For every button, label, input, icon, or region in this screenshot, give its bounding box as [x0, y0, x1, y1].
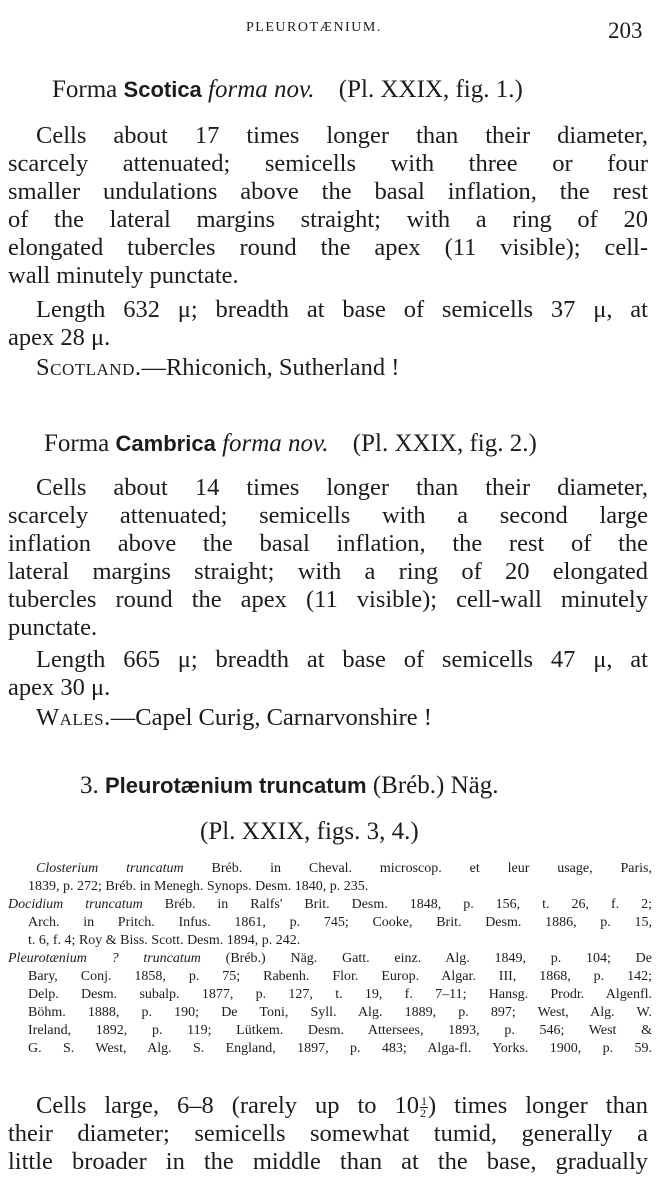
synonym-line: G. S. West, Alg. S. England, 1897, p. 483; Alga-fl. Yorks. 1900, p. 59. [28, 1041, 652, 1056]
synonym-line: Ireland, 1892, p. 119; Lütkem. Desm. Attersees, 1893, p. 546; West & [28, 1023, 652, 1038]
measurement-line: apex 30 μ. [8, 674, 111, 701]
measurement-line: Length 665 μ; breadth at base of semicells 47 μ, at [36, 646, 648, 673]
forma-cambrica-description [8, 474, 648, 642]
text-line: wall minutely punctate. [8, 262, 239, 289]
synonym-line: Arch. in Pritch. Infus. 1861, p. 745; Cooke, Brit. Desm. 1886, p. 15, [28, 915, 652, 930]
text-line: scarcely attenuated; semicells with three or four [8, 150, 648, 177]
synonym-line: 1839, p. 272; Bréb. in Menegh. Synops. Desm. 1840, p. 235. [28, 879, 369, 894]
locality-place: —Rhiconich, Sutherland ! [141, 354, 400, 381]
text-line: Cells large, 6–8 (rarely up to 10 $\frac{1}{2}$ ) times longer than [36, 1092, 648, 1120]
text-line: little broader in the middle than at the base, gradually [8, 1148, 648, 1175]
forma-cambrica-measurements [8, 646, 648, 702]
synonymy-block [8, 860, 652, 1058]
text-line: of the lateral margins straight; with a ring of 20 [8, 206, 648, 233]
forma-cambrica-locality [36, 704, 432, 732]
text-line: tubercles round the apex (11 visible); cell-wall minutely [8, 586, 648, 613]
species-number: 3. [80, 772, 105, 799]
synonym-line: t. 6, f. 4; Roy & Biss. Scott. Desm. 1894, p. 242. [28, 933, 301, 948]
page-number: 203 [608, 18, 643, 43]
text-line: Cells about 17 times longer than their diameter, [36, 122, 648, 149]
synonym-line: Pleurotænium ? truncatum (Bréb.) Näg. Gatt. einz. Alg. 1849, p. 104; De [8, 951, 652, 966]
forma-name: Cambrica [115, 431, 216, 456]
forma-scotica-measurements [8, 296, 648, 352]
forma-prefix: Forma [44, 430, 116, 457]
forma-scotica-heading [52, 76, 523, 104]
forma-status: forma nov. [222, 430, 329, 457]
text-line: Cells about 14 times longer than their diameter, [36, 474, 648, 501]
forma-scotica-locality [36, 354, 399, 382]
species-plate-reference: (Pl. XXIX, figs. 3, 4.) [200, 818, 419, 845]
locality-region: Scotland. [36, 354, 142, 381]
forma-prefix: Forma [52, 76, 124, 103]
synonym-line: Docidium truncatum Bréb. in Ralfs' Brit. Desm. 1848, p. 156, t. 26, f. 2; [8, 897, 653, 912]
plate-reference: (Pl. XXIX, fig. 2.) [352, 430, 537, 457]
text-line: inflation above the basal inflation, the rest of the [8, 530, 648, 557]
synonym-line: Delp. Desm. subalp. 1877, p. 127, t. 19, f. 7–11; Hansg. Prodr. Algenfl. [28, 987, 652, 1002]
forma-status: forma nov. [208, 76, 315, 103]
forma-cambrica-heading [44, 430, 537, 458]
text-line: scarcely attenuated; semicells with a second large [8, 502, 648, 529]
text-line: elongated tubercles round the apex (11 visible); cell- [8, 234, 648, 261]
text-line: lateral margins straight; with a ring of 20 elongated [8, 558, 648, 585]
measurement-line: apex 28 μ. [8, 324, 111, 351]
synonym-line: Bary, Conj. 1858, p. 75; Rabenh. Flor. Europ. Algar. III, 1868, p. 142; [28, 969, 652, 984]
forma-scotica-description [8, 122, 648, 290]
locality-region: Wales. [36, 704, 111, 731]
species-description [8, 1092, 648, 1176]
species-authority: (Bréb.) Näg. [366, 772, 499, 799]
species-name: Pleurotænium truncatum [105, 773, 367, 798]
plate-reference: (Pl. XXIX, fig. 1.) [338, 76, 523, 103]
synonym-line: Böhm. 1888, p. 190; De Toni, Syll. Alg. 1889, p. 897; West, Alg. W. [28, 1005, 652, 1020]
species-heading [80, 772, 498, 800]
measurement-line: Length 632 μ; breadth at base of semicells 37 μ, at [36, 296, 648, 323]
fraction: $\frac{1}{2}$ [420, 1093, 428, 1120]
text-line: smaller undulations above the basal inflation, the rest [8, 178, 648, 205]
synonym-line: Closterium truncatum Bréb. in Cheval. microscop. et leur usage, Paris, [36, 861, 652, 876]
forma-name: Scotica [123, 77, 202, 102]
text-line: their diameter; semicells somewhat tumid, generally a [8, 1120, 648, 1147]
running-head: PLEUROTÆNIUM. [246, 20, 382, 35]
locality-place: —Capel Curig, Carnarvonshire ! [110, 704, 432, 731]
text-line: punctate. [8, 614, 98, 641]
